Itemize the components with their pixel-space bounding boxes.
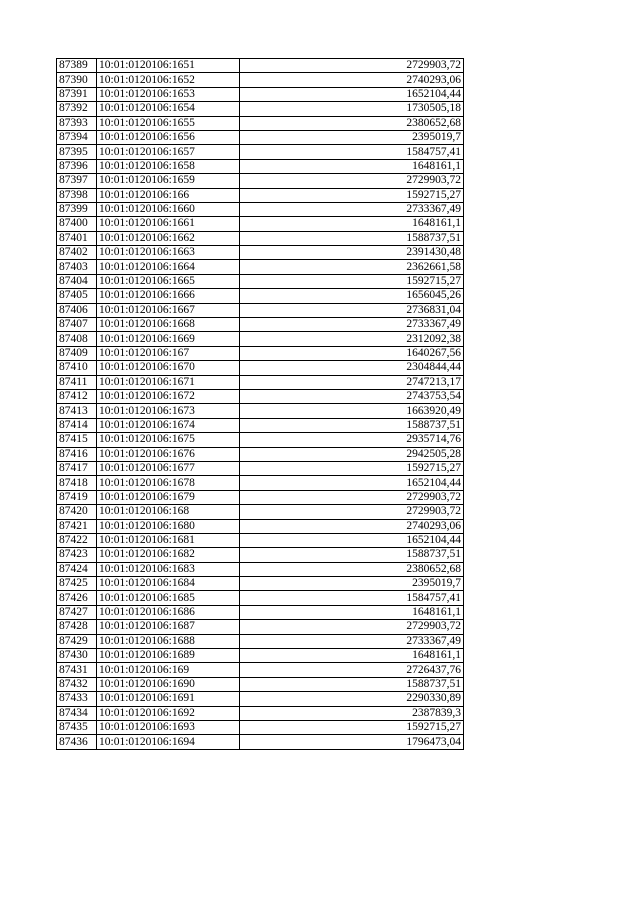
cadastral-number-cell: 10:01:0120106:1656	[97, 130, 240, 144]
row-id-cell: 87416	[57, 447, 97, 461]
row-id-cell: 87410	[57, 361, 97, 375]
row-id-cell: 87403	[57, 260, 97, 274]
value-cell: 1648161,1	[240, 217, 464, 231]
table-row	[57, 231, 464, 245]
cadastral-number-cell: 10:01:0120106:1670	[97, 361, 240, 375]
cadastral-number-cell: 10:01:0120106:166	[97, 188, 240, 202]
table-row	[57, 73, 464, 87]
table-row	[57, 620, 464, 634]
table-row	[57, 188, 464, 202]
table-row	[57, 677, 464, 691]
row-id-cell: 87421	[57, 519, 97, 533]
cadastral-number-cell: 10:01:0120106:169	[97, 663, 240, 677]
value-cell: 2395019,7	[240, 577, 464, 591]
value-cell: 2743753,54	[240, 389, 464, 403]
cadastral-number-cell: 10:01:0120106:1652	[97, 73, 240, 87]
row-id-cell: 87413	[57, 404, 97, 418]
value-cell: 1592715,27	[240, 274, 464, 288]
value-cell: 2740293,06	[240, 73, 464, 87]
row-id-cell: 87394	[57, 130, 97, 144]
table-row	[57, 447, 464, 461]
row-id-cell: 87401	[57, 231, 97, 245]
cadastral-number-cell: 10:01:0120106:1686	[97, 605, 240, 619]
value-cell: 1648161,1	[240, 159, 464, 173]
table-row	[57, 145, 464, 159]
value-cell: 2380652,68	[240, 116, 464, 130]
row-id-cell: 87400	[57, 217, 97, 231]
row-id-cell: 87424	[57, 562, 97, 576]
row-id-cell: 87395	[57, 145, 97, 159]
row-id-cell: 87405	[57, 289, 97, 303]
table-row	[57, 217, 464, 231]
value-cell: 1592715,27	[240, 461, 464, 475]
value-cell: 1584757,41	[240, 145, 464, 159]
value-cell: 1640267,56	[240, 346, 464, 360]
table-row	[57, 663, 464, 677]
row-id-cell: 87425	[57, 577, 97, 591]
table-row	[57, 174, 464, 188]
row-id-cell: 87429	[57, 634, 97, 648]
cadastral-number-cell: 10:01:0120106:168	[97, 505, 240, 519]
cadastral-number-cell: 10:01:0120106:1688	[97, 634, 240, 648]
table-row	[57, 692, 464, 706]
row-id-cell: 87422	[57, 533, 97, 547]
cadastral-number-cell: 10:01:0120106:1685	[97, 591, 240, 605]
cadastral-number-cell: 10:01:0120106:1660	[97, 202, 240, 216]
cadastral-number-cell: 10:01:0120106:1665	[97, 274, 240, 288]
row-id-cell: 87397	[57, 174, 97, 188]
value-cell: 2380652,68	[240, 562, 464, 576]
row-id-cell: 87426	[57, 591, 97, 605]
row-id-cell: 87427	[57, 605, 97, 619]
row-id-cell: 87409	[57, 346, 97, 360]
value-cell: 2733367,49	[240, 202, 464, 216]
value-cell: 1584757,41	[240, 591, 464, 605]
table-row	[57, 332, 464, 346]
table-body	[57, 59, 464, 750]
value-cell: 1592715,27	[240, 720, 464, 734]
row-id-cell: 87418	[57, 476, 97, 490]
row-id-cell: 87389	[57, 59, 97, 73]
value-cell: 2733367,49	[240, 634, 464, 648]
row-id-cell: 87436	[57, 735, 97, 749]
cadastral-number-cell: 10:01:0120106:1659	[97, 174, 240, 188]
cadastral-number-cell: 10:01:0120106:1683	[97, 562, 240, 576]
value-cell: 2290330,89	[240, 692, 464, 706]
value-cell: 2387839,3	[240, 706, 464, 720]
row-id-cell: 87432	[57, 677, 97, 691]
value-cell: 1796473,04	[240, 735, 464, 749]
table-row	[57, 577, 464, 591]
row-id-cell: 87415	[57, 433, 97, 447]
table-row	[57, 562, 464, 576]
table-row	[57, 59, 464, 73]
cadastral-number-cell: 10:01:0120106:1671	[97, 375, 240, 389]
cadastral-number-cell: 10:01:0120106:167	[97, 346, 240, 360]
table-row	[57, 519, 464, 533]
cadastral-number-cell: 10:01:0120106:1676	[97, 447, 240, 461]
value-cell: 1588737,51	[240, 418, 464, 432]
table-row	[57, 591, 464, 605]
row-id-cell: 87435	[57, 720, 97, 734]
cadastral-number-cell: 10:01:0120106:1691	[97, 692, 240, 706]
cadastral-number-cell: 10:01:0120106:1663	[97, 246, 240, 260]
row-id-cell: 87412	[57, 389, 97, 403]
value-cell: 1592715,27	[240, 188, 464, 202]
cadastral-number-cell: 10:01:0120106:1661	[97, 217, 240, 231]
value-cell: 1652104,44	[240, 533, 464, 547]
table-row	[57, 87, 464, 101]
value-cell: 2304844,44	[240, 361, 464, 375]
cadastral-number-cell: 10:01:0120106:1690	[97, 677, 240, 691]
cadastral-number-cell: 10:01:0120106:1666	[97, 289, 240, 303]
value-cell: 2935714,76	[240, 433, 464, 447]
row-id-cell: 87391	[57, 87, 97, 101]
value-cell: 1652104,44	[240, 87, 464, 101]
cadastral-number-cell: 10:01:0120106:1655	[97, 116, 240, 130]
table-row	[57, 130, 464, 144]
cadastral-number-cell: 10:01:0120106:1667	[97, 303, 240, 317]
table-row	[57, 490, 464, 504]
cadastral-number-cell: 10:01:0120106:1694	[97, 735, 240, 749]
value-cell: 1648161,1	[240, 605, 464, 619]
value-cell: 2395019,7	[240, 130, 464, 144]
table-row	[57, 706, 464, 720]
cadastral-number-cell: 10:01:0120106:1693	[97, 720, 240, 734]
row-id-cell: 87419	[57, 490, 97, 504]
cadastral-number-cell: 10:01:0120106:1657	[97, 145, 240, 159]
value-cell: 1652104,44	[240, 476, 464, 490]
table-row	[57, 289, 464, 303]
cadastral-number-cell: 10:01:0120106:1680	[97, 519, 240, 533]
row-id-cell: 87399	[57, 202, 97, 216]
value-cell: 2391430,48	[240, 246, 464, 260]
table-row	[57, 404, 464, 418]
table-row	[57, 303, 464, 317]
table-row	[57, 461, 464, 475]
cadastral-number-cell: 10:01:0120106:1669	[97, 332, 240, 346]
value-cell: 1656045,26	[240, 289, 464, 303]
table-row	[57, 735, 464, 749]
table-row	[57, 260, 464, 274]
value-cell: 2362661,58	[240, 260, 464, 274]
table-row	[57, 361, 464, 375]
table-row	[57, 116, 464, 130]
row-id-cell: 87430	[57, 649, 97, 663]
value-cell: 1648161,1	[240, 649, 464, 663]
row-id-cell: 87392	[57, 102, 97, 116]
table-row	[57, 102, 464, 116]
row-id-cell: 87398	[57, 188, 97, 202]
row-id-cell: 87420	[57, 505, 97, 519]
row-id-cell: 87423	[57, 548, 97, 562]
cadastral-number-cell: 10:01:0120106:1681	[97, 533, 240, 547]
cadastral-number-cell: 10:01:0120106:1678	[97, 476, 240, 490]
cadastral-number-cell: 10:01:0120106:1677	[97, 461, 240, 475]
cadastral-number-cell: 10:01:0120106:1673	[97, 404, 240, 418]
value-cell: 2729903,72	[240, 59, 464, 73]
row-id-cell: 87406	[57, 303, 97, 317]
value-cell: 2729903,72	[240, 490, 464, 504]
table-row	[57, 649, 464, 663]
cadastral-number-cell: 10:01:0120106:1689	[97, 649, 240, 663]
value-cell: 2729903,72	[240, 174, 464, 188]
value-cell: 2736831,04	[240, 303, 464, 317]
table-row	[57, 605, 464, 619]
value-cell: 2740293,06	[240, 519, 464, 533]
cadastral-number-cell: 10:01:0120106:1674	[97, 418, 240, 432]
table-row	[57, 375, 464, 389]
table-row	[57, 533, 464, 547]
value-cell: 1730505,18	[240, 102, 464, 116]
table-row	[57, 159, 464, 173]
table-row	[57, 634, 464, 648]
table-row	[57, 389, 464, 403]
cadastral-number-cell: 10:01:0120106:1653	[97, 87, 240, 101]
cadastral-number-cell: 10:01:0120106:1684	[97, 577, 240, 591]
row-id-cell: 87428	[57, 620, 97, 634]
cadastral-number-cell: 10:01:0120106:1662	[97, 231, 240, 245]
row-id-cell: 87408	[57, 332, 97, 346]
cadastral-number-cell: 10:01:0120106:1687	[97, 620, 240, 634]
cadastral-number-cell: 10:01:0120106:1658	[97, 159, 240, 173]
row-id-cell: 87411	[57, 375, 97, 389]
cadastral-number-cell: 10:01:0120106:1675	[97, 433, 240, 447]
value-cell: 2747213,17	[240, 375, 464, 389]
row-id-cell: 87407	[57, 318, 97, 332]
row-id-cell: 87402	[57, 246, 97, 260]
value-cell: 1588737,51	[240, 231, 464, 245]
table-row	[57, 418, 464, 432]
value-cell: 1588737,51	[240, 548, 464, 562]
value-cell: 1588737,51	[240, 677, 464, 691]
row-id-cell: 87396	[57, 159, 97, 173]
value-cell: 2312092,38	[240, 332, 464, 346]
table-row	[57, 720, 464, 734]
data-table	[56, 58, 464, 750]
value-cell: 2942505,28	[240, 447, 464, 461]
cadastral-number-cell: 10:01:0120106:1672	[97, 389, 240, 403]
row-id-cell: 87433	[57, 692, 97, 706]
cadastral-number-cell: 10:01:0120106:1692	[97, 706, 240, 720]
row-id-cell: 87434	[57, 706, 97, 720]
value-cell: 2726437,76	[240, 663, 464, 677]
row-id-cell: 87417	[57, 461, 97, 475]
row-id-cell: 87404	[57, 274, 97, 288]
row-id-cell: 87390	[57, 73, 97, 87]
table-row	[57, 246, 464, 260]
value-cell: 2733367,49	[240, 318, 464, 332]
row-id-cell: 87431	[57, 663, 97, 677]
cadastral-number-cell: 10:01:0120106:1682	[97, 548, 240, 562]
table-row	[57, 505, 464, 519]
table-row	[57, 433, 464, 447]
table-row	[57, 202, 464, 216]
value-cell: 2729903,72	[240, 505, 464, 519]
value-cell: 2729903,72	[240, 620, 464, 634]
cadastral-number-cell: 10:01:0120106:1664	[97, 260, 240, 274]
cadastral-number-cell: 10:01:0120106:1651	[97, 59, 240, 73]
table-row	[57, 274, 464, 288]
row-id-cell: 87414	[57, 418, 97, 432]
table-row	[57, 346, 464, 360]
cadastral-number-cell: 10:01:0120106:1668	[97, 318, 240, 332]
table-row	[57, 476, 464, 490]
row-id-cell: 87393	[57, 116, 97, 130]
table-row	[57, 548, 464, 562]
cadastral-number-cell: 10:01:0120106:1654	[97, 102, 240, 116]
table-row	[57, 318, 464, 332]
cadastral-number-cell: 10:01:0120106:1679	[97, 490, 240, 504]
value-cell: 1663920,49	[240, 404, 464, 418]
